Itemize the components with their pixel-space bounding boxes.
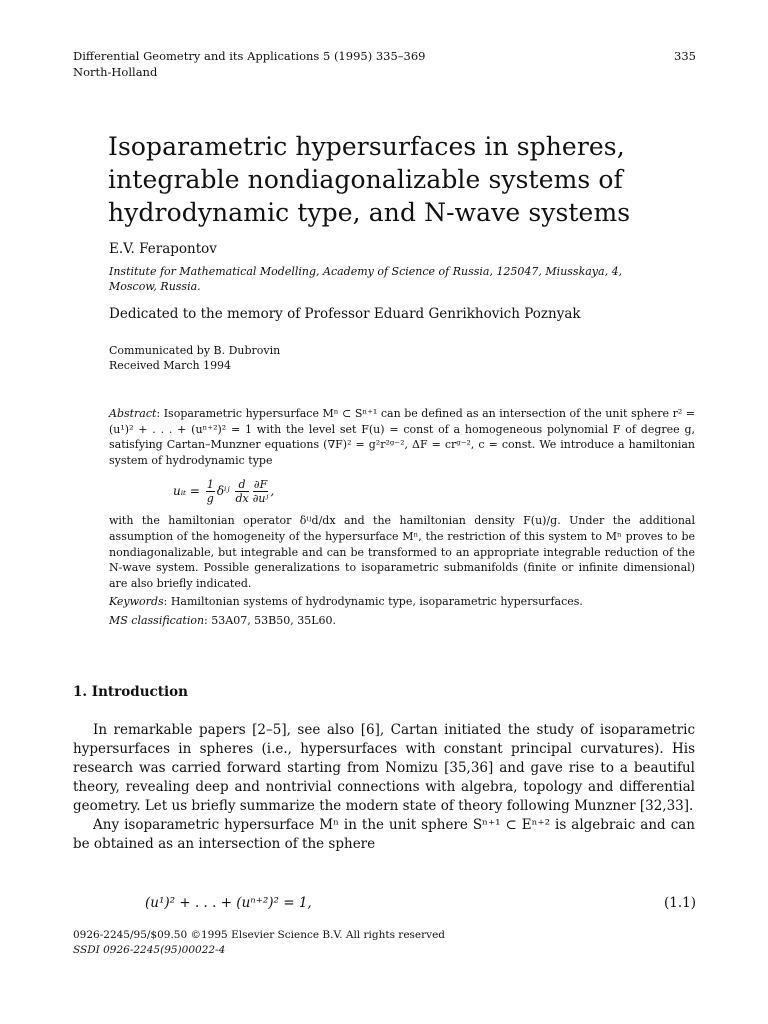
abstract [109,406,695,629]
keywords: Keywords: Hamiltonian systems of hydrodynamic type, isoparametric hypersurfaces. [109,595,583,609]
communicated-by: Communicated by B. Dubrovin [109,344,281,357]
ms-classification-label: MS classification [109,613,205,627]
ms-classification-codes: 53A07, 53B50, 35L60. [211,613,337,627]
ms-classification: MS classification: 53A07, 53B50, 35L60. [109,613,337,627]
fraction-d-dx: $\frac{d}{dx}$ [235,478,249,506]
fraction-partial-f: $\frac{\partial F}{\text{∂uʲ}}$ [252,478,269,506]
kronecker-delta: δⁱʲ [216,484,230,499]
introduction-text [73,721,695,854]
ssdi-line: SSDI 0926-2245(95)00022-4 [73,944,226,956]
title-line-2: integrable nondiagonalizable systems of [108,165,623,194]
editorial-info [109,343,280,373]
fraction-one-over-g: $\frac{1}{g}$ [206,478,214,506]
author-name: E.V. Ferapontov [109,241,217,257]
abstract-paragraph-2: with the hamiltonian operator δⁱʲd/dx and the hamiltonian density F(u)/g. Under the additional assumption of the homogeneity of the hypersurface Mⁿ, the restriction of this system to Mⁿ proves to be nondiagonalizable, but integrable and can be transformed to an appropriate integrable reduction of the N-wave system. Possible generalizations to isoparametric submanifolds (finite or infinite dimensional) are also briefly indicated. [109,514,695,590]
equation-end: , [270,484,275,499]
copyright-line: 0926-2245/95/$09.50 ©1995 Elsevier Science B.V. All rights reserved [73,929,446,941]
affiliation-line-2: Moscow, Russia. [109,280,201,293]
affiliation-line-1: Institute for Mathematical Modelling, Academy of Science of Russia, 125047, Miusskaya, 4, [109,265,623,278]
intro-paragraph-1: In remarkable papers [2–5], see also [6], Cartan initiated the study of isoparametric hypersurfaces in spheres (i.e., hypersurfaces with constant principal curvatures). His research was carried forward starting from Nomizu [35,36] and gave rise to a beautiful theory, revealing deep and nontrivial connections with algebra, topology and differential geometry. Let us briefly summarize the modern state of theory following Munzner [32,33]. [73,722,695,814]
equation-1-1: (u¹)² + . . . + (uⁿ⁺²)² = 1, [145,895,312,911]
equation-number: (1.1) [663,895,696,911]
abstract-paragraph-1: Abstract: Isoparametric hypersurface Mⁿ ⊂ Sⁿ⁺¹ can be defined as an intersection of the unit sphere r² = (u¹)² + . . . + (uⁿ⁺²)² = 1 with the level set F(u) = const of a homogeneous polynomial F of degree g, satisfying Cartan–Munzner equations (∇F)² = g²r²ᵍ⁻², ΔF = crᵍ⁻², c = const. We introduce a hamiltonian system of hydrodynamic type [109,407,695,467]
equation-lhs: uᵢₜ = [173,484,200,499]
keywords-label: Keywords [109,595,164,609]
section-heading: 1. Introduction [73,684,188,700]
abstract-label: Abstract [109,407,157,420]
abstract-equation [109,468,695,513]
title-line-1: Isoparametric hypersurfaces in spheres, [108,132,625,161]
affiliation [109,264,699,294]
journal-citation: Differential Geometry and its Applications 5 (1995) 335–369 [73,49,426,63]
title-line-3: hydrodynamic type, and N-wave systems [108,198,631,227]
journal-header [73,48,426,80]
intro-paragraph-2: Any isoparametric hypersurface Mⁿ in the unit sphere Sⁿ⁺¹ ⊂ Eⁿ⁺² is algebraic and can be obtained as an intersection of the sphere [73,817,695,852]
keywords-text: Hamiltonian systems of hydrodynamic type, isoparametric hypersurfaces. [170,595,583,609]
copyright-footer [73,928,445,958]
abstract-text-1: Isoparametric hypersurface Mⁿ ⊂ Sⁿ⁺¹ can be defined as an intersection of the unit sphere r² = (u¹)² + . . . + (uⁿ⁺²)² = 1 with the level set F(u) = const of a homogeneous polynomial F of degree g, satisfying Cartan–Munzner equations (∇F)² = g²r²ᵍ⁻², ΔF = crᵍ⁻², c = const. We introduce a hamiltonian system of hydrodynamic type [109,407,695,467]
dedication: Dedicated to the memory of Professor Eduard Genrikhovich Poznyak [109,306,581,322]
publisher: North-Holland [73,65,158,79]
received-date: Received March 1994 [109,359,232,372]
paper-title [108,130,708,229]
page-number: 335 [674,49,696,63]
